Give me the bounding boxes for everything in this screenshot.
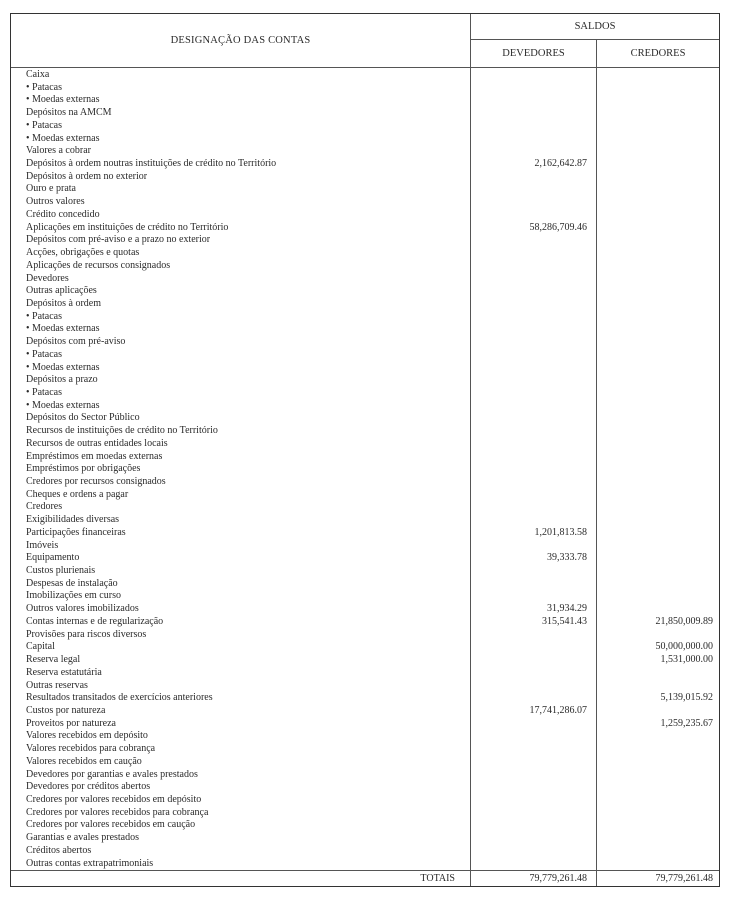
table-row	[11, 578, 719, 591]
table-row	[11, 387, 719, 400]
table-row	[11, 69, 719, 82]
totals-credores: 79,779,261.48	[655, 873, 713, 884]
table-row	[11, 743, 719, 756]
account-name: • Moedas externas	[26, 399, 100, 411]
table-row	[11, 680, 719, 693]
table-row	[11, 565, 719, 578]
account-name: Garantias e avales prestados	[26, 832, 140, 844]
account-name: Credores por valores recebidos em depósito	[26, 793, 202, 805]
account-name: Valores recebidos em caução	[26, 755, 142, 767]
account-name: Recursos de instituições de crédito no Território	[26, 425, 218, 437]
table-row	[11, 692, 719, 705]
table-row	[11, 209, 719, 222]
table-row	[11, 94, 719, 107]
table-row	[11, 807, 719, 820]
table-row	[11, 527, 719, 540]
table-row	[11, 667, 719, 680]
table-row	[11, 234, 719, 247]
account-name: Credores	[26, 501, 63, 513]
account-name: Empréstimos em moedas externas	[26, 450, 163, 462]
table-row	[11, 171, 719, 184]
header-credores: CREDORES	[630, 47, 686, 59]
table-row	[11, 705, 719, 718]
account-name: Cheques e ordens a pagar	[26, 488, 129, 500]
account-name: Credores por valores recebidos para cobrança	[26, 806, 209, 818]
table-row	[11, 323, 719, 336]
table-row	[11, 794, 719, 807]
credit-balance: 1,259,235.67	[660, 717, 713, 729]
account-name: Aplicações em instituições de crédito no Território	[26, 221, 229, 233]
table-row	[11, 476, 719, 489]
table-row	[11, 273, 719, 286]
credit-balance: 1,531,000.00	[660, 654, 713, 666]
header-devedores: DEVEDORES	[502, 47, 565, 59]
account-name: Recursos de outras entidades locais	[26, 437, 168, 449]
table-row	[11, 438, 719, 451]
debit-balance: 2,162,642.87	[534, 158, 587, 170]
account-name: Custos por natureza	[26, 704, 106, 716]
table-row	[11, 247, 719, 260]
account-name: Empréstimos por obrigações	[26, 463, 141, 475]
account-name: Outras aplicações	[26, 285, 97, 297]
account-name: • Patacas	[26, 348, 62, 360]
table-row	[11, 298, 719, 311]
totals-devedores: 79,779,261.48	[529, 873, 587, 884]
debit-balance: 1,201,813.58	[534, 526, 587, 538]
account-name: Credores por recursos consignados	[26, 476, 166, 487]
table-row	[11, 336, 719, 349]
table-row	[11, 845, 719, 858]
table-row	[11, 196, 719, 209]
table-row	[11, 832, 719, 845]
table-row	[11, 590, 719, 603]
table-row	[11, 819, 719, 832]
table-row	[11, 781, 719, 794]
account-name: Proveitos por natureza	[26, 717, 116, 729]
table-row	[11, 463, 719, 476]
account-name: Depósitos na AMCM	[26, 107, 112, 119]
account-name: Depósitos à ordem no exterior	[26, 170, 148, 182]
account-name: Ouro e prata	[26, 183, 76, 195]
table-row	[11, 145, 719, 158]
table-row	[11, 222, 719, 235]
table-row	[11, 400, 719, 413]
account-name: • Moedas externas	[26, 323, 100, 335]
account-name: Devedores por garantias e avales prestados	[26, 768, 198, 780]
account-name: • Patacas	[26, 119, 62, 131]
debit-balance: 39,333.78	[547, 552, 587, 564]
table-row	[11, 311, 719, 324]
header-bottom-line	[11, 67, 719, 68]
account-name: • Moedas externas	[26, 132, 100, 144]
table-row	[11, 349, 719, 362]
debit-balance: 58,286,709.46	[529, 221, 587, 233]
table-row	[11, 158, 719, 171]
totals-label: TOTAIS	[420, 873, 455, 884]
header-designation: DESIGNAÇÃO DAS CONTAS	[170, 35, 311, 46]
table-row	[11, 374, 719, 387]
table-row	[11, 552, 719, 565]
account-name: Capital	[26, 641, 55, 653]
account-name: Outros valores imobilizados	[26, 603, 139, 615]
account-name: • Patacas	[26, 81, 62, 93]
account-name: • Moedas externas	[26, 361, 100, 373]
table-row	[11, 514, 719, 527]
account-name: Reserva legal	[26, 654, 81, 666]
account-name: • Patacas	[26, 310, 62, 322]
account-name: Imóveis	[26, 539, 59, 551]
table-row	[11, 82, 719, 95]
balance-table	[10, 13, 720, 887]
table-row	[11, 654, 719, 667]
table-row	[11, 616, 719, 629]
account-name: Crédito concedido	[26, 208, 100, 220]
account-name: Devedores	[26, 272, 69, 284]
debit-balance: 315,541.43	[542, 615, 587, 627]
account-name: Outras reservas	[26, 679, 88, 691]
table-row	[11, 501, 719, 514]
table-row	[11, 858, 719, 871]
debit-balance: 17,741,286.07	[529, 704, 587, 716]
account-name: Devedores por créditos abertos	[26, 781, 151, 793]
account-name: Depósitos do Sector Público	[26, 412, 140, 424]
account-name: Depósitos com pré-aviso	[26, 336, 126, 348]
table-row	[11, 133, 719, 146]
table-row	[11, 412, 719, 425]
account-name: Valores a cobrar	[26, 145, 91, 157]
table-row	[11, 629, 719, 642]
account-name: Reserva estatutária	[26, 666, 102, 678]
totals-row	[11, 871, 719, 887]
account-name: Contas internas e de regularização	[26, 615, 164, 627]
table-row	[11, 362, 719, 375]
account-name: Acções, obrigações e quotas	[26, 247, 140, 259]
table-row	[11, 451, 719, 464]
account-name: Aplicações de recursos consignados	[26, 259, 171, 271]
table-row	[11, 120, 719, 133]
account-name: Depósitos à ordem	[26, 297, 101, 309]
account-name: Depósitos a prazo	[26, 374, 98, 386]
account-name: Valores recebidos para cobrança	[26, 743, 156, 755]
account-name: Outros valores	[26, 196, 85, 208]
account-name: Despesas de instalação	[26, 577, 118, 589]
debit-balance: 31,934.29	[547, 603, 587, 615]
account-name: Valores recebidos em depósito	[26, 730, 148, 742]
table-row	[11, 489, 719, 502]
account-name: Equipamento	[26, 552, 80, 564]
account-name: Custos plurienais	[26, 565, 96, 577]
table-row	[11, 425, 719, 438]
credit-balance: 50,000,000.00	[655, 641, 713, 653]
table-row	[11, 756, 719, 769]
table-row	[11, 183, 719, 196]
table-row	[11, 603, 719, 616]
table-row	[11, 260, 719, 273]
account-rows	[11, 69, 719, 870]
account-name: Caixa	[26, 69, 50, 80]
table-row	[11, 641, 719, 654]
table-row	[11, 718, 719, 731]
account-name: Imobilizações em curso	[26, 590, 121, 602]
account-name: Provisões para riscos diversos	[26, 628, 147, 640]
account-name: • Moedas externas	[26, 94, 100, 106]
account-name: • Patacas	[26, 386, 62, 398]
table-row	[11, 769, 719, 782]
account-name: Resultados transitados de exercícios anteriores	[26, 692, 213, 704]
table-row	[11, 285, 719, 298]
account-name: Depósitos à ordem noutras instituições de crédito no Território	[26, 158, 277, 170]
table-row	[11, 730, 719, 743]
account-name: Créditos abertos	[26, 844, 92, 856]
account-name: Credores por valores recebidos em caução	[26, 819, 196, 831]
account-name: Outras contas extrapatrimoniais	[26, 857, 154, 869]
table-row	[11, 540, 719, 553]
credit-balance: 21,850,009.89	[655, 615, 713, 627]
account-name: Depósitos com pré-aviso e a prazo no exterior	[26, 234, 211, 246]
account-name: Participações financeiras	[26, 526, 126, 538]
header-saldos: SALDOS	[574, 21, 616, 32]
table-row	[11, 107, 719, 120]
account-name: Exigibilidades diversas	[26, 514, 120, 526]
credit-balance: 5,139,015.92	[660, 692, 713, 704]
